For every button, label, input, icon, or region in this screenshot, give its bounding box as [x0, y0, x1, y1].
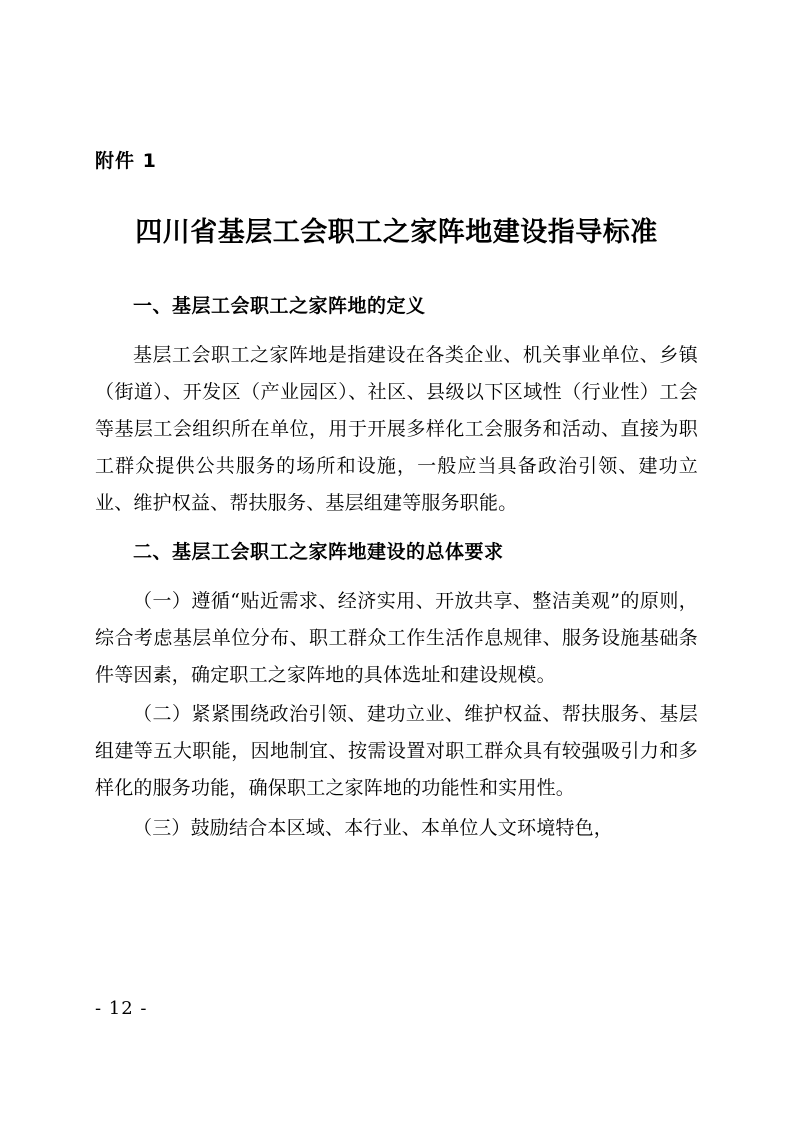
section-2-paragraph-3: （三）鼓励结合本区域、本行业、本单位人文环境特色， — [133, 816, 614, 839]
page-title: 四川省基层工会职工之家阵地建设指导标准 — [135, 216, 658, 248]
section-1-paragraph-1: 基层工会职工之家阵地是指建设在各类企业、机关事业单位、乡镇（街道）、开发区（产业园区）、社区、县级以下区域性（行业性）工会等基层工会组织所在单位，用于开展多样化工会服务和活动、直接为职工群众提供公共服务的场所和设施，一般应当具备政治引领、建功立业、维护权益、帮扶服务、基层组建等服务职能。 — [95, 343, 698, 515]
section-2-paragraph-1: （一）遵循“贴近需求、经济实用、开放共享、整洁美观”的原则，综合考虑基层单位分布、职工群众工作生活作息规律、服务设施基础条件等因素，确定职工之家阵地的具体选址和建设规模。 — [95, 590, 698, 687]
section-heading-1: 一、基层工会职工之家阵地的定义 — [133, 294, 426, 317]
page-number: - 12 - — [95, 998, 148, 1019]
section-2-paragraph-2: （二）紧紧围绕政治引领、建功立业、维护权益、帮扶服务、基层组建等五大职能，因地制宜、按需设置对职工群众具有较强吸引力和多样化的服务功能，确保职工之家阵地的功能性和实用性。 — [95, 703, 698, 800]
attachment-label: 附件 1 — [95, 150, 157, 172]
section-heading-2: 二、基层工会职工之家阵地建设的总体要求 — [133, 541, 504, 564]
paragraph-spacer — [95, 524, 698, 534]
